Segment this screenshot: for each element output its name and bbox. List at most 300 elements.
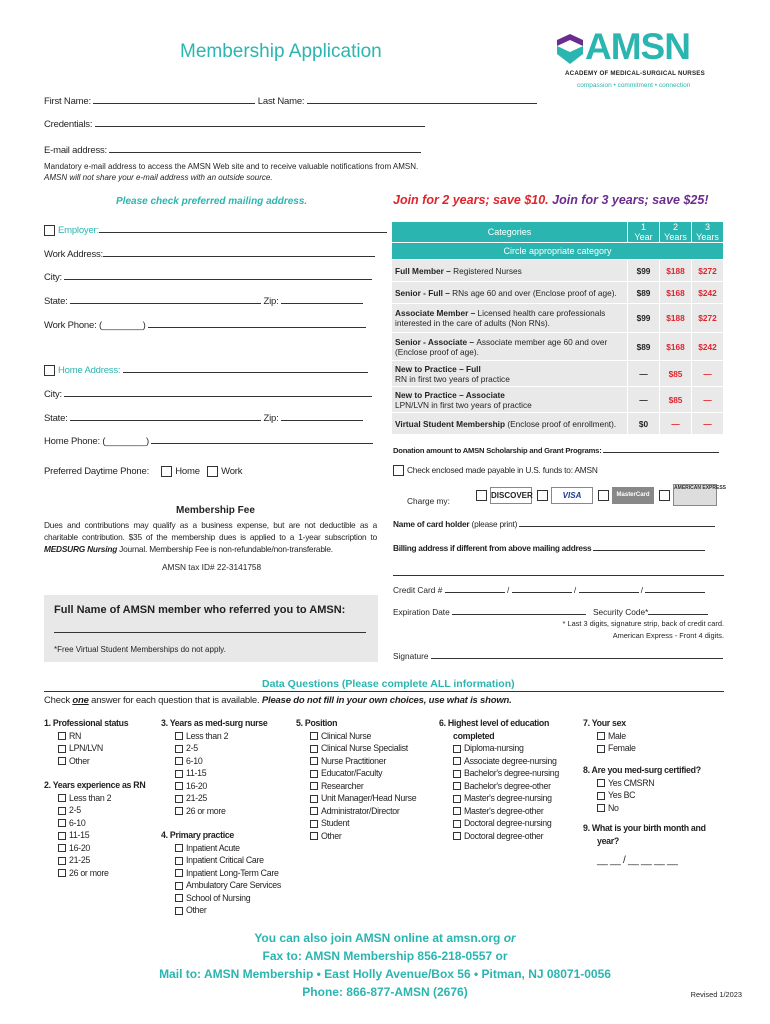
checkbox-icon[interactable] — [58, 757, 66, 765]
security-label: Security Code* — [592, 607, 649, 617]
donation-field[interactable] — [603, 452, 719, 453]
email-field[interactable] — [109, 152, 421, 153]
preferred-phone-label: Preferred Daytime Phone: — [44, 466, 150, 478]
option-label: Diploma-nursing — [464, 743, 524, 753]
mastercard-icon: MasterCard — [612, 487, 654, 504]
col-2-years: 2 Years — [660, 222, 692, 243]
fee-text-2: Journal. Membership Fee is non-refundable/non-transferable. — [117, 544, 333, 554]
q3-option[interactable] — [161, 780, 267, 793]
donation-row — [393, 446, 719, 455]
credit-card-row: Credit Card # / / / — [393, 585, 705, 595]
card-holder-print: (please print) — [469, 519, 518, 529]
q1-group — [44, 717, 128, 767]
option-label: 6-10 — [186, 755, 203, 766]
checkbox-icon[interactable] — [597, 792, 605, 800]
option-label: Yes BC — [608, 790, 636, 800]
q4-option[interactable] — [161, 842, 281, 855]
option-label: 26 or more — [69, 867, 109, 878]
option-label: Yes CMSRN — [608, 777, 655, 788]
last-name-label: Last Name: — [257, 96, 305, 107]
checkbox-icon[interactable] — [175, 844, 183, 852]
row-title: Full Member – — [395, 265, 454, 276]
checkbox-icon[interactable] — [453, 832, 461, 840]
option-label: Bachelor's degree-nursing — [464, 768, 559, 778]
checkbox-icon[interactable] — [58, 857, 66, 865]
q6-option[interactable] — [439, 755, 559, 768]
home-address-field[interactable] — [123, 372, 368, 373]
option-label: Other — [321, 830, 342, 841]
row-desc: Registered Nurses — [453, 265, 522, 276]
home-state-field[interactable] — [70, 420, 261, 421]
option-label: Doctoral degree-nursing — [464, 818, 552, 828]
q4-label: 4. Primary practice — [161, 830, 235, 840]
q5-option[interactable] — [296, 767, 416, 780]
card-holder-field[interactable] — [519, 526, 715, 527]
q4-group — [161, 829, 281, 917]
price-1-year[interactable]: $0 — [628, 413, 660, 435]
q3-group — [161, 717, 267, 817]
q1-option[interactable] — [44, 742, 128, 755]
option-label: Female — [608, 743, 636, 753]
first-name-label: First Name: — [44, 96, 91, 107]
charge-label: Charge my: — [407, 496, 450, 506]
pref-home-label: Home — [175, 466, 200, 478]
q8-option[interactable] — [583, 777, 701, 790]
price-2-years[interactable]: $85 — [660, 387, 692, 413]
row-title: Virtual Student Membership — [395, 418, 508, 429]
option-label: Student — [321, 818, 350, 828]
expiration-field[interactable] — [452, 614, 586, 615]
q3-option[interactable] — [161, 767, 267, 780]
footer-contact — [0, 929, 770, 1001]
row-title: Senior - Associate – — [395, 336, 477, 347]
work-zip-field[interactable] — [281, 303, 363, 304]
instr-a: Check — [44, 695, 73, 706]
referral-note: *Free Virtual Student Memberships do not apply. — [54, 645, 226, 654]
checkbox-icon[interactable] — [175, 732, 183, 740]
q6-option[interactable] — [439, 830, 559, 843]
membership-fee-text — [44, 519, 377, 555]
q3-option[interactable] — [161, 730, 267, 743]
option-label: RN — [69, 730, 82, 741]
option-label: Less than 2 — [186, 730, 229, 741]
option-label: Unit Manager/Head Nurse — [321, 793, 417, 803]
q5-option[interactable] — [296, 805, 416, 818]
price-2-years[interactable]: $168 — [660, 333, 692, 361]
q9-label: 9. What is your birth month and — [583, 823, 706, 833]
q3-option[interactable] — [161, 742, 267, 755]
option-label: Educator/Faculty — [321, 768, 383, 778]
checkbox-icon[interactable] — [175, 807, 183, 815]
price-1-year[interactable]: $99 — [628, 260, 660, 282]
price-2-years[interactable]: $188 — [660, 304, 692, 333]
price-3-years[interactable]: $242 — [692, 282, 724, 304]
amex-icon: AMERICAN EXPRESS — [673, 484, 717, 506]
price-3-years[interactable]: $272 — [692, 260, 724, 282]
birth-date-field[interactable]: __ __ / __ __ __ __ — [597, 855, 678, 866]
checkbox-icon[interactable] — [58, 819, 66, 827]
option-label: No — [608, 802, 619, 813]
circle-category: Circle appropriate category — [392, 243, 724, 260]
row-title: Associate Member – — [395, 308, 478, 318]
logo-text: AMSN — [585, 26, 690, 67]
checkbox-icon[interactable] — [453, 795, 461, 803]
logo-mark-icon — [553, 32, 587, 66]
checkbox-icon[interactable] — [597, 745, 605, 753]
work-address-field[interactable] — [103, 256, 375, 257]
q2-option[interactable] — [44, 867, 145, 880]
check-checkbox[interactable] — [393, 465, 404, 476]
price-3-years[interactable]: — — [692, 413, 724, 435]
data-instructions — [44, 695, 512, 706]
q1-option[interactable] — [44, 755, 128, 768]
q6-option[interactable] — [439, 805, 559, 818]
price-2-years[interactable]: $168 — [660, 282, 692, 304]
option-label: Inpatient Critical Care — [186, 855, 264, 865]
table-row[interactable] — [392, 260, 724, 282]
option-label: 11-15 — [69, 830, 90, 840]
join-2-years: Join for 2 years; save $10. — [393, 193, 549, 207]
q2-label: 2. Years experience as RN — [44, 780, 146, 790]
option-label: 21-25 — [186, 793, 207, 803]
q6-option[interactable] — [439, 742, 559, 755]
q6-option[interactable] — [439, 792, 559, 805]
billing-field-2[interactable] — [393, 575, 724, 576]
home-city-row — [44, 389, 372, 400]
q8-option[interactable] — [583, 802, 701, 815]
work-zip-label: Zip: — [263, 296, 279, 307]
referral-box — [44, 595, 378, 662]
checkbox-icon[interactable] — [310, 820, 318, 828]
check-label: Check enclosed made payable in U.S. funds to: AMSN — [407, 465, 598, 475]
donation-label: Donation amount to AMSN Scholarship and Grant Programs: — [393, 446, 602, 455]
option-label: Inpatient Long-Term Care — [186, 867, 279, 878]
home-city-label: City: — [44, 389, 63, 400]
checkbox-icon[interactable] — [175, 757, 183, 765]
price-3-years[interactable]: — — [692, 387, 724, 413]
billing-row — [393, 543, 705, 553]
referral-field[interactable] — [54, 632, 366, 633]
checkbox-icon[interactable] — [58, 844, 66, 852]
q6-group — [439, 717, 559, 842]
checkbox-icon[interactable] — [175, 882, 183, 890]
q4-option[interactable] — [161, 854, 281, 867]
q6-option[interactable] — [439, 780, 559, 793]
fee-journal: MEDSURG Nursing — [44, 544, 118, 554]
cc-group-1[interactable] — [445, 592, 505, 593]
q5-option[interactable] — [296, 830, 416, 843]
checkbox-icon[interactable] — [58, 794, 66, 802]
logo-subtitle: ACADEMY OF MEDICAL-SURGICAL NURSES — [565, 70, 705, 77]
work-state-row — [44, 296, 363, 307]
checkbox-icon[interactable] — [175, 795, 183, 803]
work-phone-label: Work Phone: (________) — [44, 320, 146, 331]
home-phone-label: Home Phone: (________) — [44, 436, 149, 447]
check-row — [393, 465, 598, 476]
q5-option[interactable] — [296, 730, 416, 743]
option-label: 11-15 — [186, 768, 207, 778]
col-3-years: 3 Years — [692, 222, 724, 243]
home-zip-field[interactable] — [281, 420, 363, 421]
checkbox-icon[interactable] — [58, 807, 66, 815]
col-1-year: 1 Year — [628, 222, 660, 243]
table-row[interactable] — [392, 387, 724, 413]
membership-fee-title: Membership Fee — [176, 505, 255, 516]
row-desc: Associate member age 60 and over (Enclose proof of age). — [395, 336, 608, 357]
q4-option[interactable] — [161, 867, 281, 880]
q2-option[interactable] — [44, 842, 145, 855]
option-label: Male — [608, 730, 626, 741]
expiration-label: Expiration Date — [393, 607, 450, 617]
home-phone-field[interactable] — [151, 443, 373, 444]
expiration-row — [393, 607, 708, 617]
option-label: LPN/LVN — [69, 743, 103, 753]
page-title: Membership Application — [180, 41, 382, 62]
table-row[interactable] — [392, 361, 724, 387]
checkbox-icon[interactable] — [453, 757, 461, 765]
visa-icon: VISA — [551, 487, 593, 504]
pref-work-checkbox[interactable] — [207, 466, 218, 477]
checkbox-icon[interactable] — [310, 770, 318, 778]
amex-checkbox[interactable] — [659, 490, 670, 501]
row-title: Senior - Full – — [395, 287, 453, 298]
price-3-years[interactable]: $272 — [692, 304, 724, 333]
q4-option[interactable] — [161, 904, 281, 917]
price-1-year[interactable]: $89 — [628, 333, 660, 361]
work-state-field[interactable] — [70, 303, 261, 304]
option-label: 21-25 — [69, 855, 90, 865]
row-title: New to Practice – Associate — [395, 389, 505, 400]
price-2-years[interactable]: $85 — [660, 361, 692, 387]
cc-group-2[interactable] — [512, 592, 572, 593]
price-1-year[interactable]: $89 — [628, 282, 660, 304]
option-label: 26 or more — [186, 805, 226, 816]
checkbox-icon[interactable] — [58, 745, 66, 753]
price-1-year[interactable]: $99 — [628, 304, 660, 333]
checkbox-icon[interactable] — [310, 795, 318, 803]
instr-bold: Please do not fill in your own choices, use what is shown. — [261, 695, 512, 706]
categories-table — [391, 221, 724, 435]
join-3-years: Join for 3 years; save $25! — [552, 193, 709, 207]
discover-icon: DISCOVER — [490, 487, 532, 504]
credentials-label: Credentials: — [44, 119, 93, 130]
q6-option[interactable] — [439, 817, 559, 830]
first-name-field[interactable] — [93, 103, 255, 104]
q3-label: 3. Years as med-surg nurse — [161, 718, 268, 728]
work-city-field[interactable] — [64, 279, 372, 280]
option-label: Other — [186, 905, 207, 915]
checkbox-icon[interactable] — [175, 907, 183, 915]
checkbox-icon[interactable] — [175, 745, 183, 753]
checkbox-icon[interactable] — [175, 894, 183, 902]
employer-checkbox[interactable] — [44, 225, 55, 236]
home-zip-label: Zip: — [263, 413, 279, 424]
checkbox-icon[interactable] — [310, 782, 318, 790]
cc-group-3[interactable] — [579, 592, 639, 593]
price-1-year[interactable]: — — [628, 361, 660, 387]
table-row[interactable] — [392, 333, 724, 361]
home-state-label: State: — [44, 413, 68, 424]
q4-option[interactable] — [161, 892, 281, 905]
checkbox-icon[interactable] — [453, 745, 461, 753]
option-label: Other — [69, 755, 90, 766]
table-row[interactable] — [392, 304, 724, 333]
checkbox-icon[interactable] — [175, 770, 183, 778]
q3-option[interactable] — [161, 792, 267, 805]
footer-line-1 — [0, 929, 770, 947]
work-address-row — [44, 249, 375, 260]
checkbox-icon[interactable] — [310, 757, 318, 765]
last-name-field[interactable] — [307, 103, 537, 104]
checkbox-icon[interactable] — [453, 807, 461, 815]
q2-option[interactable] — [44, 817, 145, 830]
table-row[interactable] — [392, 282, 724, 304]
price-2-years[interactable]: $188 — [660, 260, 692, 282]
first-name-row — [44, 96, 537, 107]
credentials-field[interactable] — [95, 126, 425, 127]
q5-option[interactable] — [296, 755, 416, 768]
q1-label: 1. Professional status — [44, 718, 129, 728]
checkbox-icon[interactable] — [58, 869, 66, 877]
home-state-row — [44, 413, 363, 424]
employer-field[interactable] — [99, 232, 387, 233]
referral-label: Full Name of AMSN member who referred you to AMSN: — [54, 604, 346, 616]
q7-label: 7. Your sex — [583, 718, 626, 728]
option-label: 2-5 — [69, 805, 81, 815]
signature-label: Signature — [393, 651, 429, 661]
q6-label-2: completed — [453, 730, 495, 741]
q9-group — [583, 822, 706, 868]
option-label: Master's degree-other — [464, 805, 544, 816]
q7-option[interactable] — [583, 742, 636, 755]
security-field[interactable] — [648, 614, 708, 615]
option-label: Master's degree-nursing — [464, 793, 552, 803]
checkbox-icon[interactable] — [175, 782, 183, 790]
row-desc: Licensed health care professionals interested in the care of adults (Non RNs). — [395, 308, 606, 328]
option-label: Clinical Nurse Specialist — [321, 743, 408, 753]
instr-one: one — [72, 695, 89, 706]
q2-option[interactable] — [44, 792, 145, 805]
home-address-checkbox[interactable] — [44, 365, 55, 376]
checkbox-icon[interactable] — [175, 857, 183, 865]
q4-option[interactable] — [161, 879, 281, 892]
checkbox-icon[interactable] — [453, 820, 461, 828]
row-desc: RN in first two years of practice — [395, 373, 510, 384]
option-label: Researcher — [321, 780, 364, 791]
checkbox-icon[interactable] — [310, 807, 318, 815]
q2-group — [44, 779, 145, 879]
option-label: Administrator/Director — [321, 805, 400, 816]
option-label: Nurse Practitioner — [321, 755, 387, 766]
security-note-1: * Last 3 digits, signature strip, back of credit card. — [562, 619, 724, 628]
work-address-label: Work Address: — [44, 249, 103, 260]
q5-label: 5. Position — [296, 718, 338, 728]
option-label: Ambulatory Care Services — [186, 880, 281, 890]
price-3-years[interactable]: $242 — [692, 333, 724, 361]
option-label: 16-20 — [186, 780, 207, 791]
q3-option[interactable] — [161, 755, 267, 768]
home-address-row — [44, 365, 368, 376]
tax-id: AMSN tax ID# 22-3141758 — [162, 562, 262, 572]
row-desc: LPN/LVN in first two years of practice — [395, 399, 532, 410]
billing-label: Billing address if different from above mailing address — [393, 543, 592, 553]
option-label: Inpatient Acute — [186, 842, 240, 853]
price-1-year[interactable]: — — [628, 387, 660, 413]
checkbox-icon[interactable] — [58, 832, 66, 840]
signature-field[interactable] — [431, 658, 723, 659]
work-city-label: City: — [44, 272, 63, 283]
checkbox-icon[interactable] — [597, 732, 605, 740]
billing-field[interactable] — [593, 550, 705, 551]
q3-option[interactable] — [161, 805, 267, 818]
row-desc: (Enclose proof of enrollment). — [507, 418, 617, 429]
q5-option[interactable] — [296, 780, 416, 793]
footer-line-2: Fax to: AMSN Membership 856-218-0557 or — [262, 949, 508, 963]
price-2-years[interactable]: — — [660, 413, 692, 435]
visa-checkbox[interactable] — [537, 490, 548, 501]
q6-option[interactable] — [439, 767, 559, 780]
col-categories: Categories — [392, 222, 628, 243]
q5-option[interactable] — [296, 742, 416, 755]
q8-group — [583, 764, 701, 814]
signature-row — [393, 651, 723, 661]
table-row[interactable] — [392, 413, 724, 435]
fee-text-1: Dues and contributions may qualify as a business expense, but are not deductible as a charitable contribution. $35 of the membership dues is applied to a 1-year subscription to — [44, 520, 377, 542]
employer-row — [44, 225, 387, 236]
q2-option[interactable] — [44, 854, 145, 867]
footer-or: or — [503, 931, 516, 945]
data-questions-title: Data Questions (Please complete ALL information) — [262, 678, 515, 690]
checkbox-icon[interactable] — [453, 782, 461, 790]
checkbox-icon[interactable] — [175, 869, 183, 877]
checkbox-icon[interactable] — [597, 804, 605, 812]
security-note-2: American Express - Front 4 digits. — [612, 631, 724, 640]
q2-option[interactable] — [44, 829, 145, 842]
mastercard-checkbox[interactable] — [598, 490, 609, 501]
q6-label: 6. Highest level of education — [439, 718, 550, 728]
mailing-note: Please check preferred mailing address. — [116, 196, 308, 207]
q2-option[interactable] — [44, 804, 145, 817]
q8-option[interactable] — [583, 789, 701, 802]
divider — [44, 691, 724, 692]
instr-b: answer for each question that is available. — [88, 695, 262, 706]
q1-option[interactable] — [44, 730, 128, 743]
email-note-1: Mandatory e-mail address to access the AMSN Web site and to receive valuable notifications from AMSN. — [44, 162, 419, 171]
q7-option[interactable] — [583, 730, 636, 743]
work-state-label: State: — [44, 296, 68, 307]
q5-group — [296, 717, 416, 842]
footer-line-4: Phone: 866-877-AMSN (2676) — [302, 985, 468, 999]
home-city-field[interactable] — [64, 396, 372, 397]
pref-home-checkbox[interactable] — [161, 466, 172, 477]
price-3-years[interactable]: — — [692, 361, 724, 387]
discover-checkbox[interactable] — [476, 490, 487, 501]
home-phone-row — [44, 436, 373, 447]
work-phone-field[interactable] — [148, 327, 366, 328]
checkbox-icon[interactable] — [310, 832, 318, 840]
cc-group-4[interactable] — [645, 592, 705, 593]
pref-work-label: Work — [221, 466, 243, 478]
checkbox-icon[interactable] — [58, 732, 66, 740]
checkbox-icon[interactable] — [310, 745, 318, 753]
checkbox-icon[interactable] — [597, 779, 605, 787]
checkbox-icon[interactable] — [310, 732, 318, 740]
q5-option[interactable] — [296, 817, 416, 830]
option-label: 2-5 — [186, 743, 198, 753]
checkbox-icon[interactable] — [453, 770, 461, 778]
row-desc: RNs age 60 and over (Enclose proof of age). — [452, 287, 617, 298]
q5-option[interactable] — [296, 792, 416, 805]
